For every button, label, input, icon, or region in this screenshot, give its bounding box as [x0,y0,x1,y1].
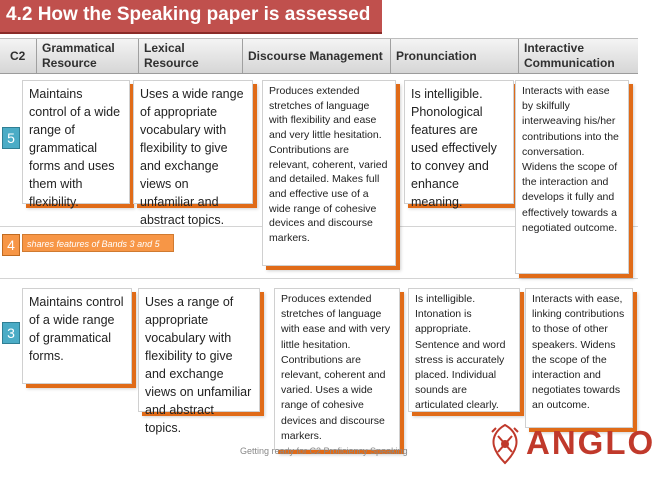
header-interactive-communication: Interactive Communication [524,41,615,70]
descriptor-text: Is intelligible. Intonation is appropriate. Sentence and word stress is accurately placed. Individual sounds are articulated clearly. [415,293,506,412]
header-divider [36,39,37,73]
band-5-discourse-management [262,80,396,266]
descriptor-text: Is intelligible. Phonological features are used effectively to convey and enhance meaning. [411,87,497,209]
descriptor-text: Maintains control of a wide range of grammatical forms and uses them with flexibility. [29,87,121,209]
header-divider [518,39,519,73]
band-5-interactive-communication [515,80,629,274]
band-3-grammatical-resource [22,288,132,384]
logo-emblem-icon [486,422,524,466]
header-pronunciation: Pronunciation [396,49,477,63]
descriptor-text: Produces extended stretches of language with flexibility and ease and very little hesitation. Contributions are relevant, coherent, varied and detailed. Makes full and effective use of a wide range of cohesive devices and discourse markers. [269,85,388,245]
descriptor-text: Interacts with ease, linking contributions to those of other speakers. Widens the scope of the interaction and negotiates towards an outcome. [532,293,625,412]
band-divider [0,278,638,279]
band-5-lexical-resource [133,80,253,227]
band-5-pronunciation [404,80,514,209]
descriptor-text: Maintains control of a wide range of grammatical forms. [29,295,124,363]
header-level: C2 [10,49,26,63]
title-bar [0,0,382,34]
logo-wordmark: ANGLO [526,424,655,461]
band-3-lexical-resource [138,288,260,435]
band-5-marker: 5 [2,127,20,149]
band-3-discourse-management [274,288,400,450]
band-4-marker: 4 [2,234,20,256]
header-divider [242,39,243,73]
slide-title: 4.2 How the Speaking paper is assessed [6,4,371,25]
descriptor-text: Uses a range of appropriate vocabulary with flexibility to give and exchange views on unfamiliar and abstract topics. [145,295,252,435]
header-grammatical-resource: Grammatical Resource [42,41,115,70]
band-3-marker: 3 [2,322,20,344]
band-3-pronunciation [408,288,520,412]
header-discourse-management: Discourse Management [248,49,383,63]
descriptor-text: Interacts with ease by skilfully interweaving his/her contributions into the conversation. Widens the scope of the interaction and develops it fully and effectively towards a negotiated outcome. [522,85,619,234]
header-divider [138,39,139,73]
descriptor-text: Produces extended stretches of language with ease and with very little hesitation. Contributions are relevant, coherent and varied. Uses a wide range of cohesive devices and discourse markers. [281,293,391,442]
band-5-grammatical-resource [22,80,130,209]
footer-text: Getting ready for C2 Proficiency Speaking [240,446,408,456]
header-divider [390,39,391,73]
anglo-logo [486,420,655,470]
band-4-note: shares features of Bands 3 and 5 [22,234,174,252]
descriptor-text: Uses a wide range of appropriate vocabulary with flexibility to give and exchange views on unfamiliar and abstract topics. [140,87,244,227]
band-3-interactive-communication [525,288,633,428]
criteria-header-row [0,38,638,74]
header-lexical-resource: Lexical Resource [144,41,199,70]
